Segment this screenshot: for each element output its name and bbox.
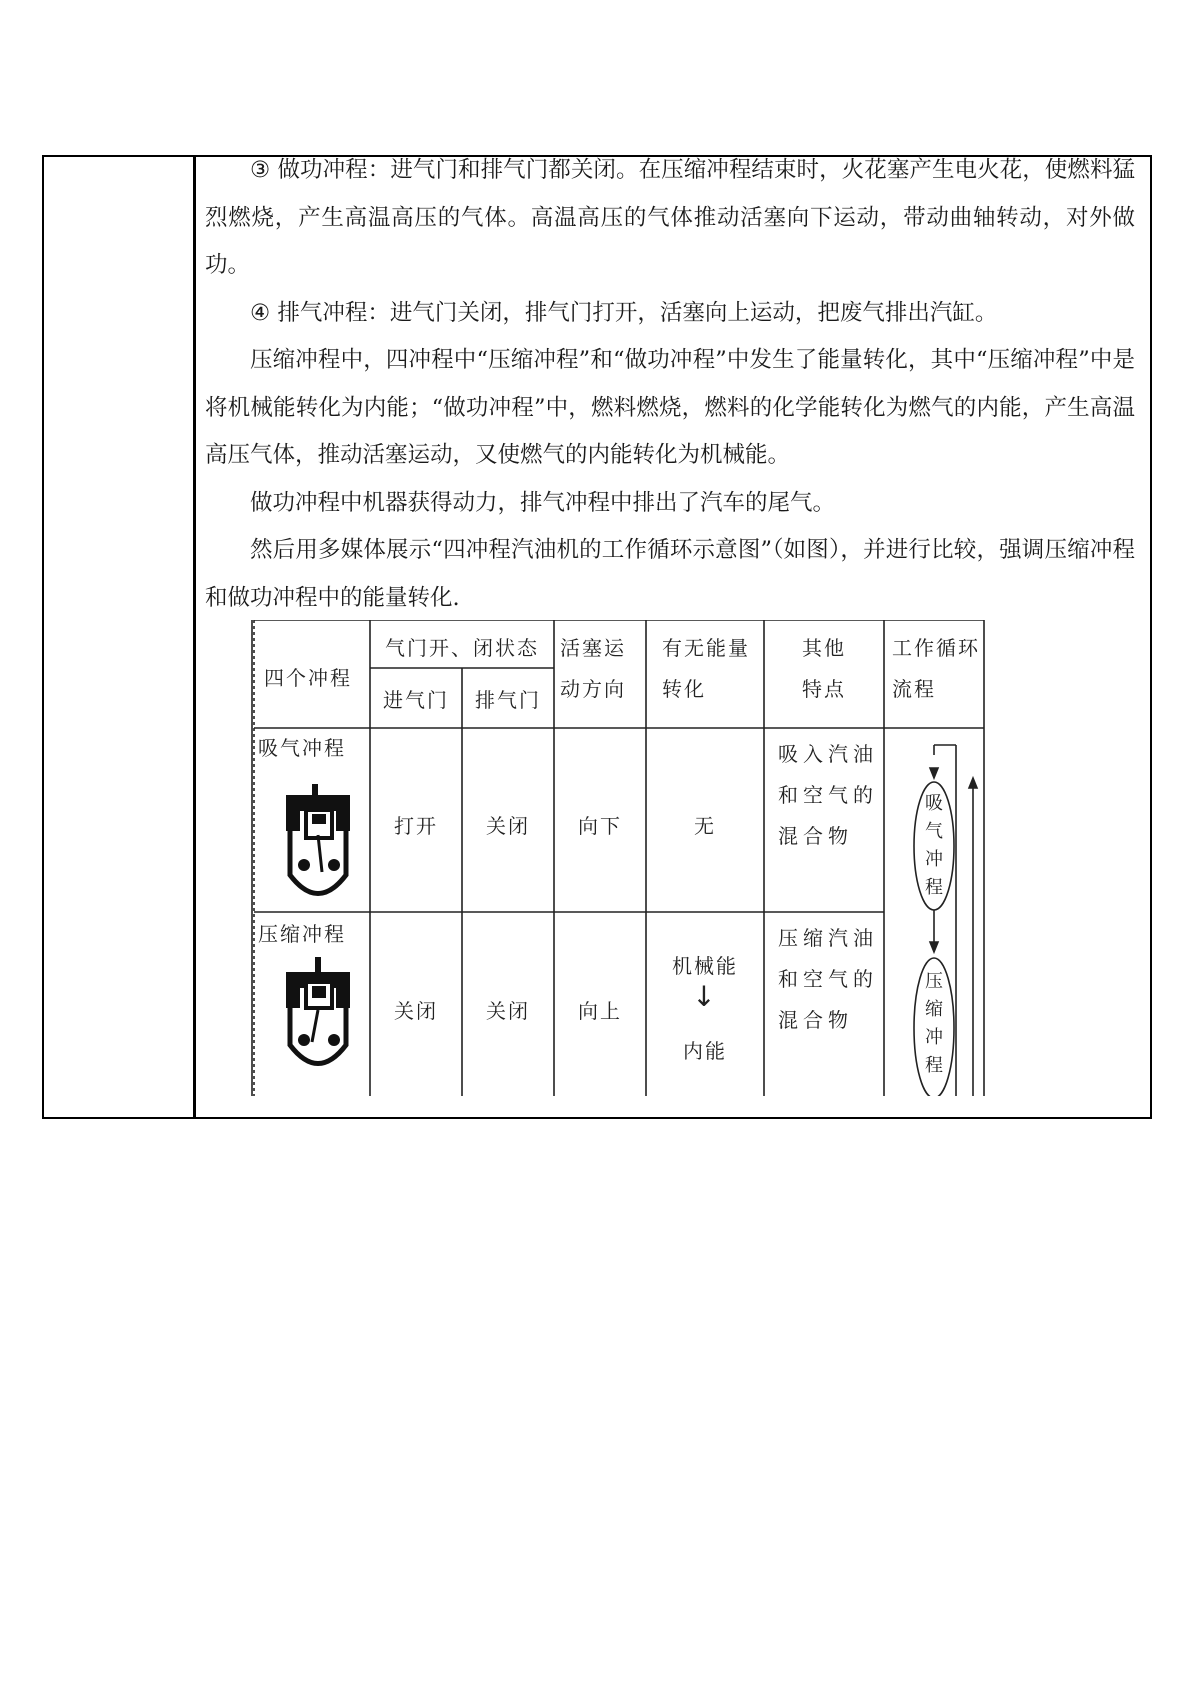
paragraph-exhaust-stroke — [205, 290, 1135, 338]
paragraph-text: 排气冲程：进气门关闭，排气门打开，活塞向上运动，把废气排出汽缸。 — [270, 299, 998, 326]
header-intake-valve: 进气门 — [383, 688, 449, 712]
paragraph-energy-conversion: 压缩冲程中，四冲程中“压缩冲程”和“做功冲程”中发生了能量转化，其中“压缩冲程”中是将机械能转化为内能；“做功冲程”中，燃料燃烧，燃料的化学能转化为燃气的内能，产生高温高压气体，推动活塞运动，又使燃气的内能转化为机械能。 — [205, 347, 1135, 468]
engine-icon-compression — [286, 957, 350, 1064]
row-compression-stroke: 压缩冲程 — [258, 922, 346, 946]
cell-exhaust-valve: 关闭 — [486, 999, 530, 1023]
paragraph-power-source: 做功冲程中机器获得动力，排气冲程中排出了汽车的尾气。 — [250, 489, 836, 516]
engine-icon-intake — [286, 784, 350, 894]
step-number: ④ — [250, 299, 271, 326]
cycle-node-compression: 压缩冲程 — [925, 971, 943, 1076]
header-valve-state: 气门开、闭状态 — [385, 636, 539, 660]
cell-exhaust-valve: 关闭 — [486, 814, 530, 838]
cell-piston-direction: 向下 — [578, 814, 622, 838]
four-stroke-cycle-figure — [250, 620, 990, 1096]
lesson-content — [205, 147, 1135, 622]
cell-energy-to: 内能 — [683, 1039, 727, 1063]
cell-other-features: 吸入汽油和空气的混合物 — [778, 742, 878, 848]
paragraph-multimedia: 然后用多媒体展示“四冲程汽油机的工作循环示意图”（如图），并进行比较，强调压缩冲程和做功冲程中的能量转化. — [205, 537, 1135, 611]
cell-energy-conversion: 无 — [694, 814, 716, 838]
step-number: ③ — [250, 157, 271, 183]
column-divider — [193, 157, 196, 1117]
cell-other-features: 压缩汽油和空气的混合物 — [778, 926, 878, 1032]
row-intake-stroke: 吸气冲程 — [258, 736, 346, 760]
cell-piston-direction: 向上 — [578, 999, 622, 1023]
cell-energy-from: 机械能 — [672, 954, 738, 978]
cycle-node-intake: 吸气冲程 — [925, 793, 943, 898]
cell-intake-valve: 打开 — [394, 814, 438, 838]
header-energy-conversion: 有无能量转化 — [662, 636, 750, 701]
header-work-cycle: 工作循环流程 — [892, 636, 980, 701]
paragraph-text: 做功冲程：进气门和排气门都关闭。在压缩冲程结束时，火花塞产生电火花，使燃料猛烈燃烧，产生高温高压的气体。高温高压的气体推动活塞向下运动，带动曲轴转动，对外做功。 — [205, 157, 1136, 278]
cell-intake-valve: 关闭 — [394, 999, 438, 1023]
energy-arrow-icon: ↓ — [692, 980, 718, 1013]
header-piston-direction: 活塞运动方向 — [560, 636, 626, 701]
header-stroke: 四个冲程 — [264, 666, 352, 690]
paragraph-power-stroke — [205, 147, 1135, 290]
header-other-features: 其他特点 — [802, 636, 846, 701]
header-exhaust-valve: 排气门 — [475, 688, 541, 712]
